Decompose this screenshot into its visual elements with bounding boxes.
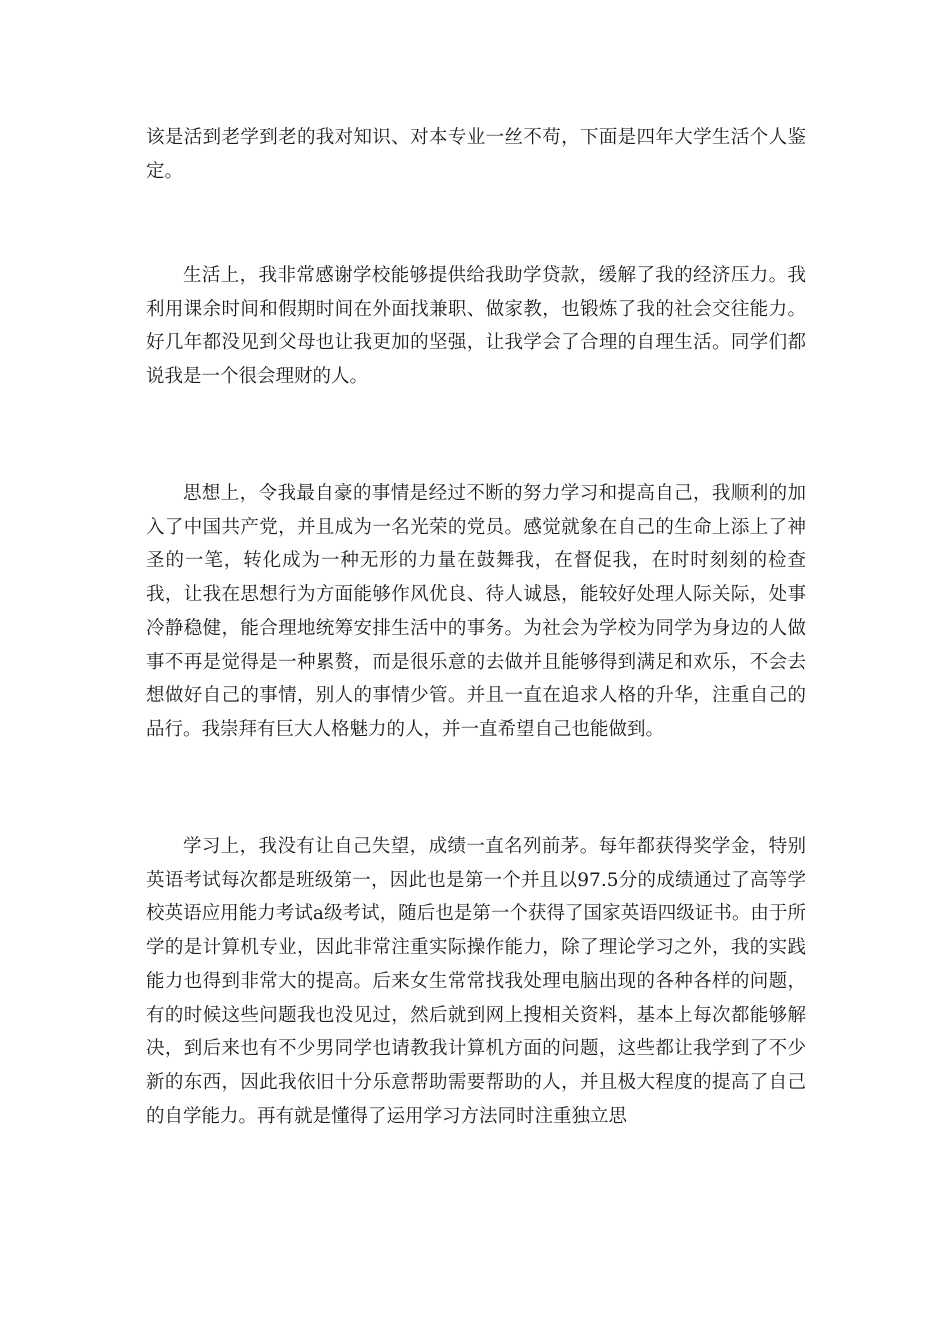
paragraph-study: 学习上，我没有让自己失望，成绩一直名列前茅。每年都获得奖学金，特别英语考试每次都是班级第一，因此也是第一个并且以97.5分的成绩通过了高等学校英语应用能力考试a级考试，随后也是第一个获得了国家英语四级证书。由于所学的是计算机专业，因此非常注重实际操作能力，除了理论学习之外，我的实践能力也得到非常大的提高。后来女生常常找我处理电脑出现的各种各样的问题，有的时候这些问题我也没见过，然后就到网上搜相关资料，基本上每次都能够解决，到后来也有不少男同学也请教我计算机方面的问题，这些都让我学到了不少新的东西，因此我依旧十分乐意帮助需要帮助的人，并且极大程度的提高了自己的自学能力。再有就是懂得了运用学习方法同时注重独立思 bbox=[146, 836, 806, 1127]
paragraph-thought: 思想上，令我最自豪的事情是经过不断的努力学习和提高自己，我顺利的加入了中国共产党，并且成为一名光荣的党员。感觉就象在自己的生命上添上了神圣的一笔，转化成为一种无形的力量在鼓舞我，在督促我，在时时刻刻的检查我，让我在思想行为方面能够作风优良、待人诚恳，能较好处理人际关际，处事冷静稳健，能合理地统筹安排生活中的事务。为社会为学校为同学为身边的人做事不再是觉得是一种累赘，而是很乐意的去做并且能够得到满足和欢乐，不会去想做好自己的事情，别人的事情少管。并且一直在追求人格的升华，注重自己的品行。我崇拜有巨大人格魅力的人，并一直希望自己也能做到。 bbox=[146, 483, 806, 740]
paragraph-life: 生活上，我非常感谢学校能够提供给我助学贷款，缓解了我的经济压力。我利用课余时间和假期时间在外面找兼职、做家教，也锻炼了我的社会交往能力。好几年都没见到父母也让我更加的坚强，让我学会了合理的自理生活。同学们都说我是一个很会理财的人。 bbox=[146, 265, 806, 388]
paragraph-continuation: 该是活到老学到老的我对知识、对本专业一丝不苟，下面是四年大学生活个人鉴定。 bbox=[146, 127, 806, 182]
